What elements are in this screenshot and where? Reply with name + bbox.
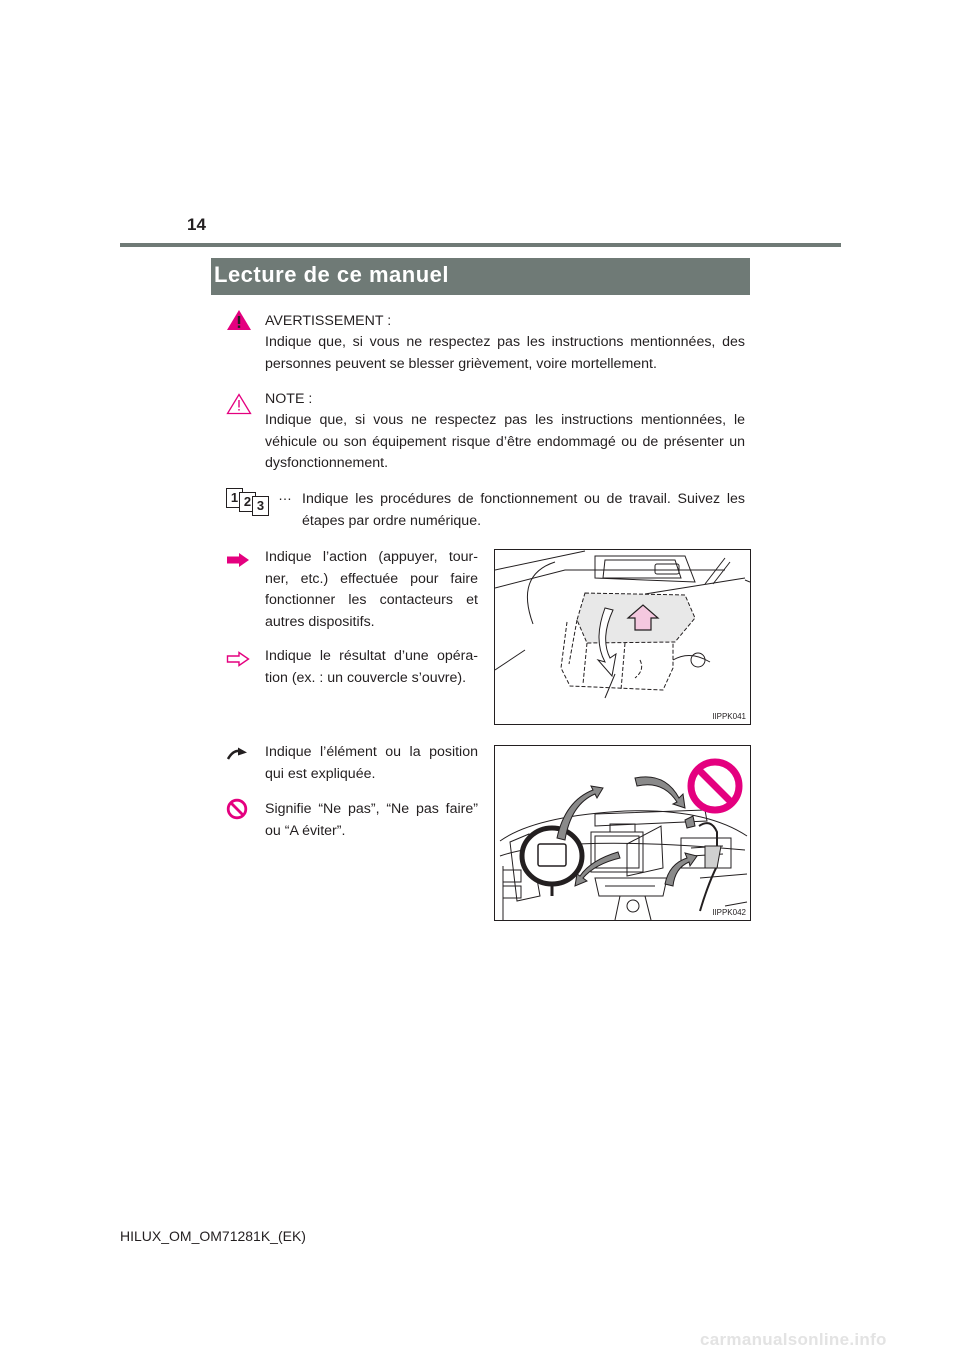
curved-pointer-arrow-icon xyxy=(226,747,248,761)
overhead-console-illustration xyxy=(495,550,750,724)
steps-description: Indique les procédures de fonctionnement ou de travail. Suivez les étapes par ordre numérique. xyxy=(302,491,745,529)
prohibited-description: Signifie “Ne pas”, “Ne pas faire” ou “A éviter”. xyxy=(265,801,478,839)
dashboard-illustration xyxy=(495,746,750,920)
steps-ellipsis: … xyxy=(278,487,292,503)
figure-dashboard xyxy=(494,745,751,921)
watermark: carmanualsonline.info xyxy=(700,1330,887,1349)
warning-description: Indique que, si vous ne respectez pas les instructions mentionnées, des personnes peuvent se blesser grièvement, voire mortellement. xyxy=(265,334,745,372)
warning-filled-triangle-icon xyxy=(226,309,252,331)
pointer-description: Indique l’élément ou la position qui est expliquée. xyxy=(265,744,478,782)
filled-arrow-icon xyxy=(226,552,250,568)
section-title: Lecture de ce manuel xyxy=(214,262,449,287)
warning-heading: AVERTISSEMENT : xyxy=(265,313,392,329)
figure-2-caption: IIPPK042 xyxy=(712,908,746,917)
step-label-2: 2 xyxy=(239,492,256,512)
figure-1-caption: IIPPK041 xyxy=(712,712,746,721)
numbered-steps-icon xyxy=(226,488,274,514)
action-description: Indique l’action (appuyer, tour-ner, etc.) effectuée pour faire fonctionner les contacteurs et autres dispositifs. xyxy=(265,549,478,630)
step-label-3: 3 xyxy=(252,496,269,516)
figure-overhead-console xyxy=(494,549,751,725)
step-label-1: 1 xyxy=(226,488,243,508)
warning-outline-triangle-icon xyxy=(226,393,252,415)
note-heading: NOTE : xyxy=(265,391,313,407)
note-description: Indique que, si vous ne respectez pas les instructions mentionnées, le véhicule ou son équipement risque d’être endommagé ou de présenter un dysfonctionnement. xyxy=(265,412,745,471)
prohibition-icon xyxy=(226,798,248,820)
document-code: HILUX_OM_OM71281K_(EK) xyxy=(120,1228,306,1244)
outline-arrow-icon xyxy=(226,651,250,667)
page-number: 14 xyxy=(187,215,206,234)
header-rule xyxy=(120,243,841,247)
result-description: Indique le résultat d’une opéra-tion (ex. : un couvercle s’ouvre). xyxy=(265,648,478,686)
